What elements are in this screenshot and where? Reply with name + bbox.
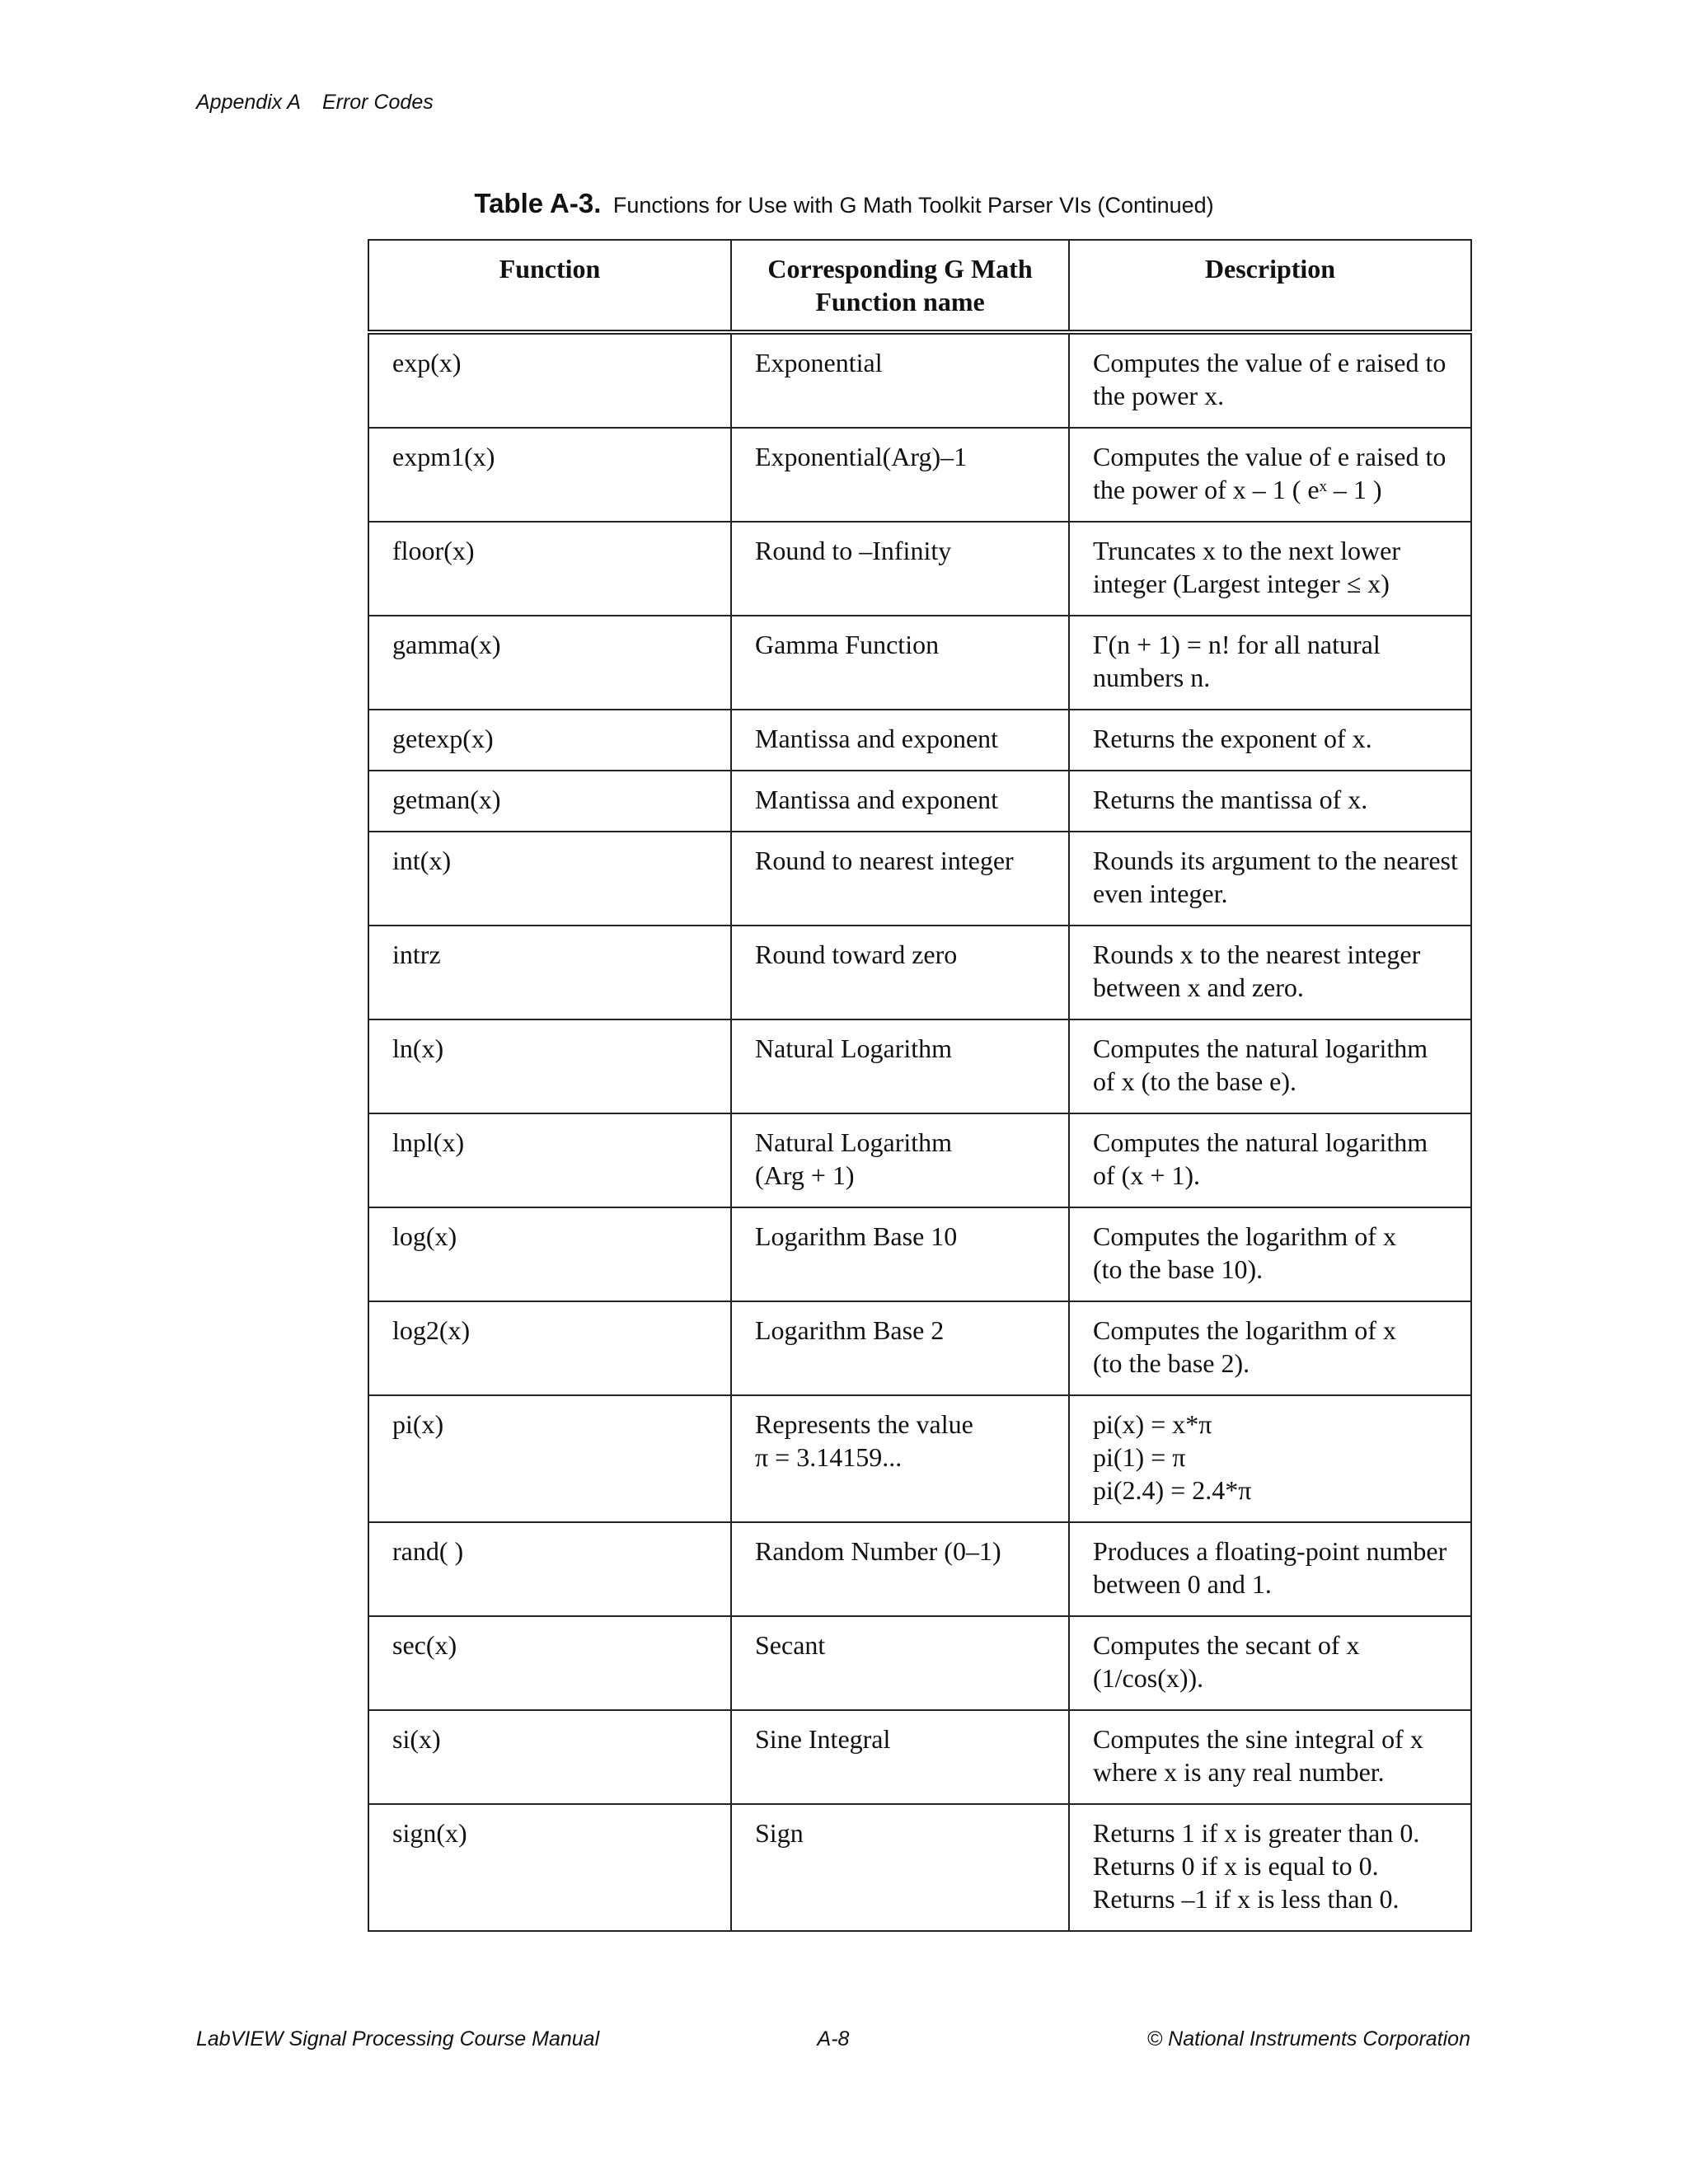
cell-description-line: of x (to the base e). [1093, 1066, 1297, 1096]
cell-description [1069, 1522, 1471, 1616]
cell-description [1069, 710, 1471, 771]
table-number: Table A-3. [474, 188, 602, 218]
cell-description [1069, 1019, 1471, 1113]
cell-description-line: the power x. [1093, 381, 1225, 410]
cell-description [1069, 332, 1471, 428]
table-row [368, 832, 1471, 926]
cell-gmath-name [731, 616, 1069, 710]
cell-description-line: Computes the value of e raised to [1093, 442, 1447, 471]
cell-description-line: Rounds x to the nearest integer [1093, 940, 1421, 969]
cell-gmath-name [731, 1804, 1069, 1931]
running-head [196, 91, 434, 115]
cell-gmath-name-line: Sign [755, 1818, 804, 1848]
cell-description [1069, 616, 1471, 710]
cell-description-line: (1/cos(x)). [1093, 1663, 1204, 1693]
footer-copyright: © National Instruments Corporation [1146, 2027, 1470, 2050]
table-body [368, 332, 1471, 1931]
cell-function: getman(x) [368, 771, 731, 832]
cell-gmath-name [731, 710, 1069, 771]
cell-description-line: Computes the logarithm of x [1093, 1315, 1396, 1345]
cell-function: lnpl(x) [368, 1113, 731, 1207]
footer-page-number: A-8 [817, 2027, 850, 2050]
cell-gmath-name-line: Natural Logarithm [755, 1127, 953, 1157]
cell-description-line: pi(1) = π [1093, 1442, 1186, 1472]
cell-function: getexp(x) [368, 710, 731, 771]
cell-gmath-name-line: Mantissa and exponent [755, 785, 999, 814]
cell-description-line: between x and zero. [1093, 972, 1304, 1002]
cell-description-line: Rounds its argument to the nearest [1093, 846, 1458, 875]
cell-function: ln(x) [368, 1019, 731, 1113]
table-row [368, 522, 1471, 616]
cell-gmath-name-line: Gamma Function [755, 630, 940, 659]
cell-description-line: Returns 0 if x is equal to 0. [1093, 1851, 1379, 1881]
cell-gmath-name [731, 522, 1069, 616]
cell-gmath-name-line: Mantissa and exponent [755, 724, 999, 753]
cell-description-line: Computes the natural logarithm [1093, 1127, 1428, 1157]
running-head-title: Error Codes [321, 91, 434, 114]
cell-description-line: where x is any real number. [1093, 1757, 1385, 1787]
cell-description-line: numbers n. [1093, 663, 1211, 692]
cell-function: rand( ) [368, 1522, 731, 1616]
cell-description-line: Γ(n + 1) = n! for all natural [1093, 630, 1381, 659]
cell-gmath-name-line: Sine Integral [755, 1724, 891, 1754]
cell-gmath-name-line: Represents the value [755, 1409, 973, 1439]
cell-description-line: of (x + 1). [1093, 1160, 1201, 1190]
table-row [368, 1301, 1471, 1395]
cell-description [1069, 1301, 1471, 1395]
table-row [368, 1395, 1471, 1522]
cell-description [1069, 926, 1471, 1019]
cell-function: sign(x) [368, 1804, 731, 1931]
cell-function: gamma(x) [368, 616, 731, 710]
cell-description-line: Returns the exponent of x. [1093, 724, 1372, 753]
footer-manual-title: LabVIEW Signal Processing Course Manual [196, 2027, 600, 2050]
cell-description [1069, 522, 1471, 616]
cell-description [1069, 428, 1471, 522]
cell-description-line: Returns 1 if x is greater than 0. [1093, 1818, 1420, 1848]
cell-gmath-name-line: Secant [755, 1630, 826, 1660]
cell-function: si(x) [368, 1710, 731, 1804]
table-row [368, 1113, 1471, 1207]
cell-gmath-name-line: Round toward zero [755, 940, 958, 969]
cell-function: int(x) [368, 832, 731, 926]
cell-description [1069, 1113, 1471, 1207]
table-row [368, 616, 1471, 710]
cell-gmath-name [731, 332, 1069, 428]
cell-gmath-name [731, 771, 1069, 832]
cell-description-line: Computes the logarithm of x [1093, 1221, 1396, 1251]
cell-description [1069, 1616, 1471, 1710]
table-caption [0, 188, 1688, 219]
table-row [368, 1804, 1471, 1931]
cell-gmath-name-line: Exponential(Arg)–1 [755, 442, 968, 471]
header-description: Description [1069, 240, 1471, 332]
cell-gmath-name [731, 1301, 1069, 1395]
running-head-section: Appendix A [196, 91, 301, 114]
cell-gmath-name-line: Exponential [755, 348, 883, 377]
cell-description-line: pi(2.4) = 2.4*π [1093, 1475, 1252, 1505]
cell-gmath-name [731, 1710, 1069, 1804]
cell-function: log2(x) [368, 1301, 731, 1395]
cell-gmath-name-line: Logarithm Base 2 [755, 1315, 945, 1345]
cell-function: log(x) [368, 1207, 731, 1301]
cell-gmath-name-line: Round to –Infinity [755, 536, 952, 565]
cell-function: sec(x) [368, 1616, 731, 1710]
table-row [368, 1710, 1471, 1804]
cell-description [1069, 1395, 1471, 1522]
cell-description-line: Produces a floating-point number [1093, 1536, 1447, 1566]
header-gmath-name: Corresponding G Math Function name [731, 240, 1069, 332]
cell-gmath-name [731, 1019, 1069, 1113]
cell-description-line: even integer. [1093, 879, 1228, 908]
cell-description-line: between 0 and 1. [1093, 1569, 1272, 1599]
cell-description [1069, 832, 1471, 926]
cell-description-line: (to the base 10). [1093, 1254, 1264, 1284]
cell-function: pi(x) [368, 1395, 731, 1522]
cell-gmath-name [731, 1395, 1069, 1522]
cell-description-line: Computes the secant of x [1093, 1630, 1360, 1660]
cell-gmath-name [731, 1113, 1069, 1207]
table-header-row [368, 240, 1471, 332]
cell-gmath-name-line: Natural Logarithm [755, 1033, 953, 1063]
cell-description-line: pi(x) = x*π [1093, 1409, 1212, 1439]
cell-description-line: Returns the mantissa of x. [1093, 785, 1368, 814]
cell-description [1069, 1710, 1471, 1804]
table-row [368, 428, 1471, 522]
table-row [368, 926, 1471, 1019]
cell-gmath-name-line: Round to nearest integer [755, 846, 1014, 875]
table-row [368, 1522, 1471, 1616]
cell-gmath-name-line: (Arg + 1) [755, 1160, 855, 1190]
table-row [368, 710, 1471, 771]
header-function: Function [368, 240, 731, 332]
cell-description-line: the power of x – 1 ( eˣ – 1 ) [1093, 475, 1382, 504]
cell-description-line: Computes the sine integral of x [1093, 1724, 1423, 1754]
cell-gmath-name [731, 1522, 1069, 1616]
cell-gmath-name-line: π = 3.14159... [755, 1442, 903, 1472]
cell-description [1069, 771, 1471, 832]
cell-description-line: Computes the value of e raised to [1093, 348, 1447, 377]
cell-gmath-name [731, 832, 1069, 926]
functions-table [368, 239, 1472, 1932]
cell-gmath-name-line: Random Number (0–1) [755, 1536, 1001, 1566]
table-title: Functions for Use with G Math Toolkit Parser VIs (Continued) [612, 193, 1214, 218]
cell-gmath-name-line: Logarithm Base 10 [755, 1221, 958, 1251]
cell-gmath-name [731, 1207, 1069, 1301]
cell-description-line: (to the base 2). [1093, 1348, 1250, 1378]
table-row [368, 1616, 1471, 1710]
cell-description-line: Returns –1 if x is less than 0. [1093, 1884, 1400, 1914]
cell-description [1069, 1804, 1471, 1931]
cell-description-line: Truncates x to the next lower [1093, 536, 1400, 565]
table-row [368, 771, 1471, 832]
cell-gmath-name [731, 1616, 1069, 1710]
table-row [368, 332, 1471, 428]
cell-function: intrz [368, 926, 731, 1019]
cell-gmath-name [731, 926, 1069, 1019]
table-row [368, 1019, 1471, 1113]
cell-description-line: integer (Largest integer ≤ x) [1093, 569, 1390, 598]
cell-function: expm1(x) [368, 428, 731, 522]
table-row [368, 1207, 1471, 1301]
cell-description-line: Computes the natural logarithm [1093, 1033, 1428, 1063]
cell-function: exp(x) [368, 332, 731, 428]
cell-description [1069, 1207, 1471, 1301]
cell-gmath-name [731, 428, 1069, 522]
cell-function: floor(x) [368, 522, 731, 616]
